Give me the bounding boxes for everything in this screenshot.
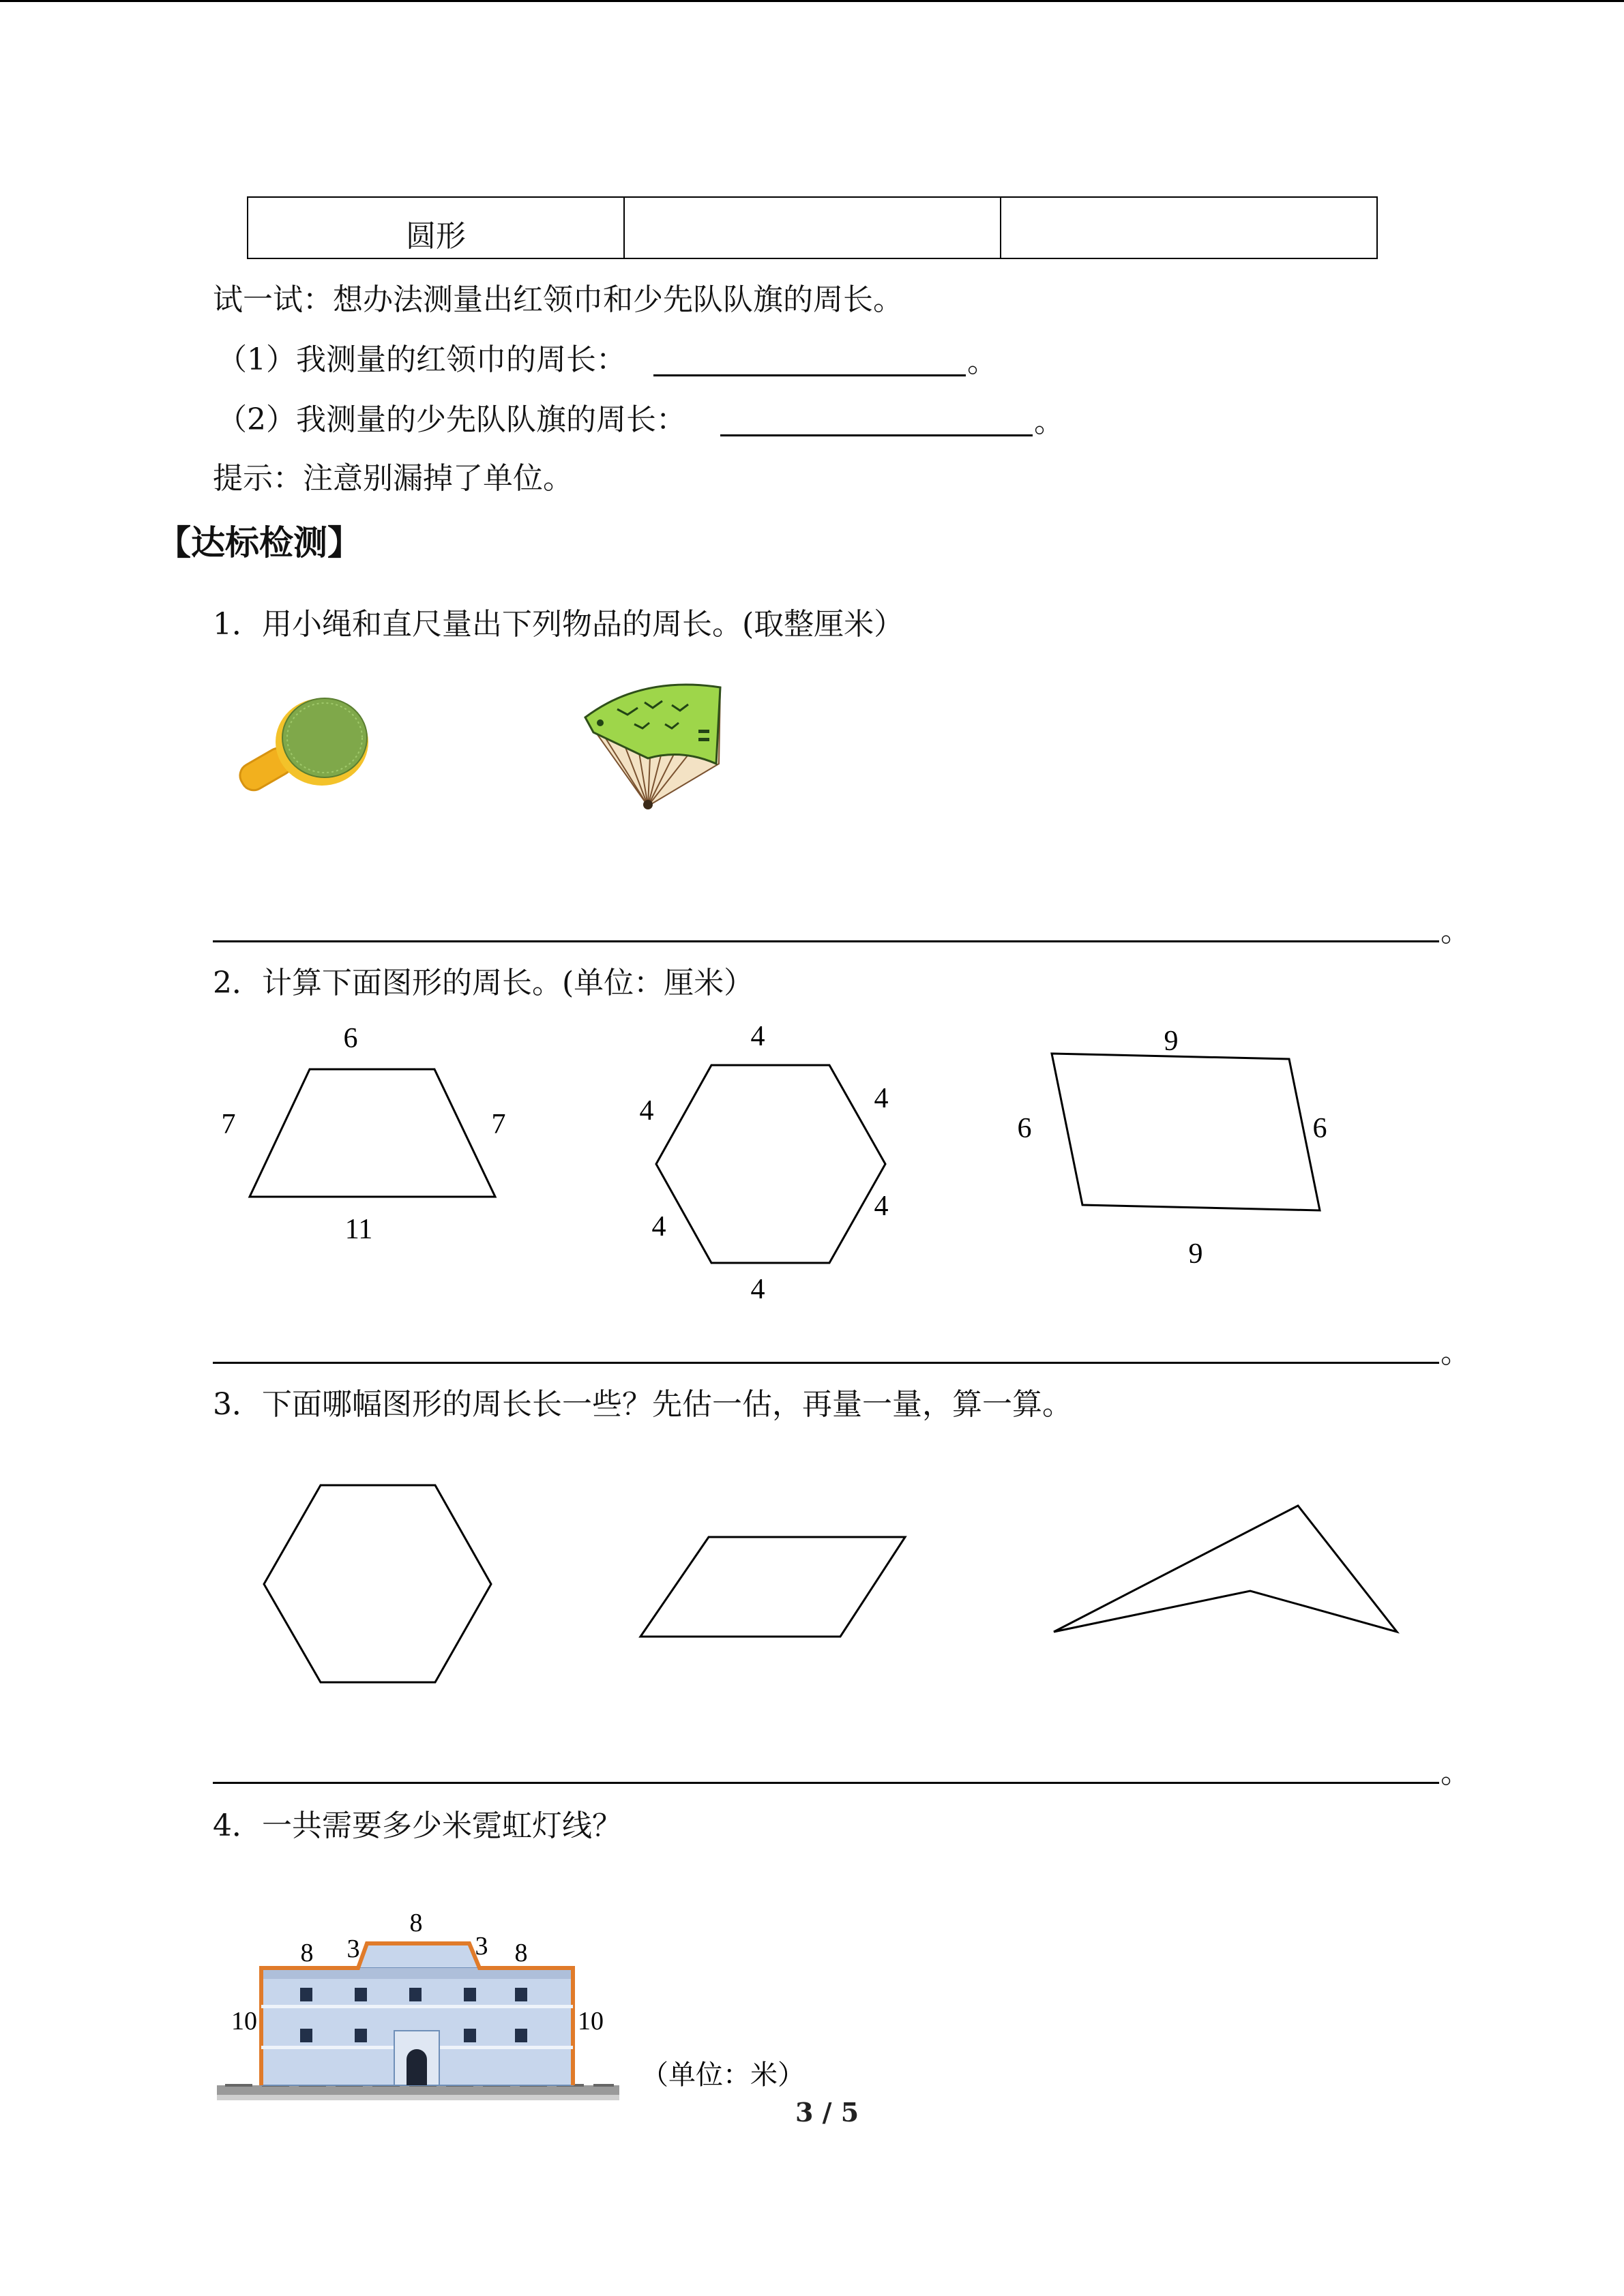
parallelogram-label-top: 9 [1164, 1026, 1179, 1057]
hexagon-shape [656, 1065, 885, 1263]
try-question-2: （2）我测量的少先队队旗的周长： [217, 402, 686, 437]
hint-text: 提示：注意别漏掉了单位。 [213, 461, 573, 496]
problem-3-text: 3．下面哪幅图形的周长长一些？先估一估，再量一量，算一算。 [213, 1387, 1072, 1422]
parallelogram-shape [1052, 1054, 1320, 1210]
building-label-top: 8 [409, 1909, 423, 1937]
building-label-left-step: 3 [346, 1935, 360, 1963]
period: 。 [1441, 914, 1471, 949]
problem-2-text: 2．计算下面图形的周长。(单位：厘米） [213, 966, 754, 1000]
problem-4-text: 4．一共需要多少米霓虹灯线？ [213, 1808, 622, 1843]
try-question-1: （1）我测量的红领巾的周长： [217, 342, 626, 377]
building-label-right-wall: 10 [578, 2007, 604, 2036]
building-image [217, 1943, 619, 2100]
hexagon-label-upper-right: 4 [874, 1083, 889, 1114]
try-intro: 试一试：想办法测量出红领巾和少先队队旗的周长。 [213, 282, 903, 317]
problem-1-text: 1．用小绳和直尺量出下列物品的周长。(取整厘米） [213, 607, 904, 642]
answer-line-3 [213, 1782, 1439, 1784]
answer-line-2 [213, 1362, 1439, 1364]
parallelogram-label-right: 6 [1312, 1113, 1327, 1144]
period: 。 [967, 344, 997, 379]
building-label-right-roof: 8 [514, 1939, 528, 1967]
building-label-right-step: 3 [475, 1932, 488, 1960]
building-label-left-wall: 10 [231, 2007, 257, 2036]
hexagon-label-lower-right: 4 [874, 1191, 889, 1222]
answer-line-1 [213, 940, 1439, 942]
page-number: 3 / 5 [795, 2097, 859, 2128]
section-title: 【达标检测】 [157, 522, 361, 563]
period: 。 [1034, 404, 1064, 439]
trapezoid-label-top: 6 [343, 1023, 358, 1054]
paddle-image [235, 698, 368, 794]
period: 。 [1441, 1755, 1471, 1790]
trapezoid-label-left: 7 [221, 1109, 236, 1140]
unit-note: （单位：米） [641, 2059, 805, 2091]
fan-image [585, 685, 720, 809]
parallelogram-label-left: 6 [1017, 1113, 1032, 1144]
table-cell-label: 圆形 [248, 197, 624, 258]
hexagon-label-lower-left: 4 [651, 1211, 666, 1242]
parallelogram-figure [640, 1537, 905, 1637]
hexagon-label-bottom: 4 [750, 1274, 765, 1305]
arrowhead-figure [1054, 1506, 1397, 1632]
parallelogram-label-bottom: 9 [1188, 1238, 1203, 1270]
hexagon-figure [264, 1485, 491, 1682]
period: 。 [1441, 1335, 1471, 1370]
building-label-left-roof: 8 [300, 1939, 314, 1967]
hexagon-label-top: 4 [750, 1021, 765, 1052]
trapezoid-shape [250, 1069, 495, 1197]
trapezoid-label-right: 7 [491, 1109, 506, 1140]
trapezoid-label-bottom: 11 [344, 1214, 373, 1245]
hexagon-label-upper-left: 4 [639, 1095, 654, 1127]
